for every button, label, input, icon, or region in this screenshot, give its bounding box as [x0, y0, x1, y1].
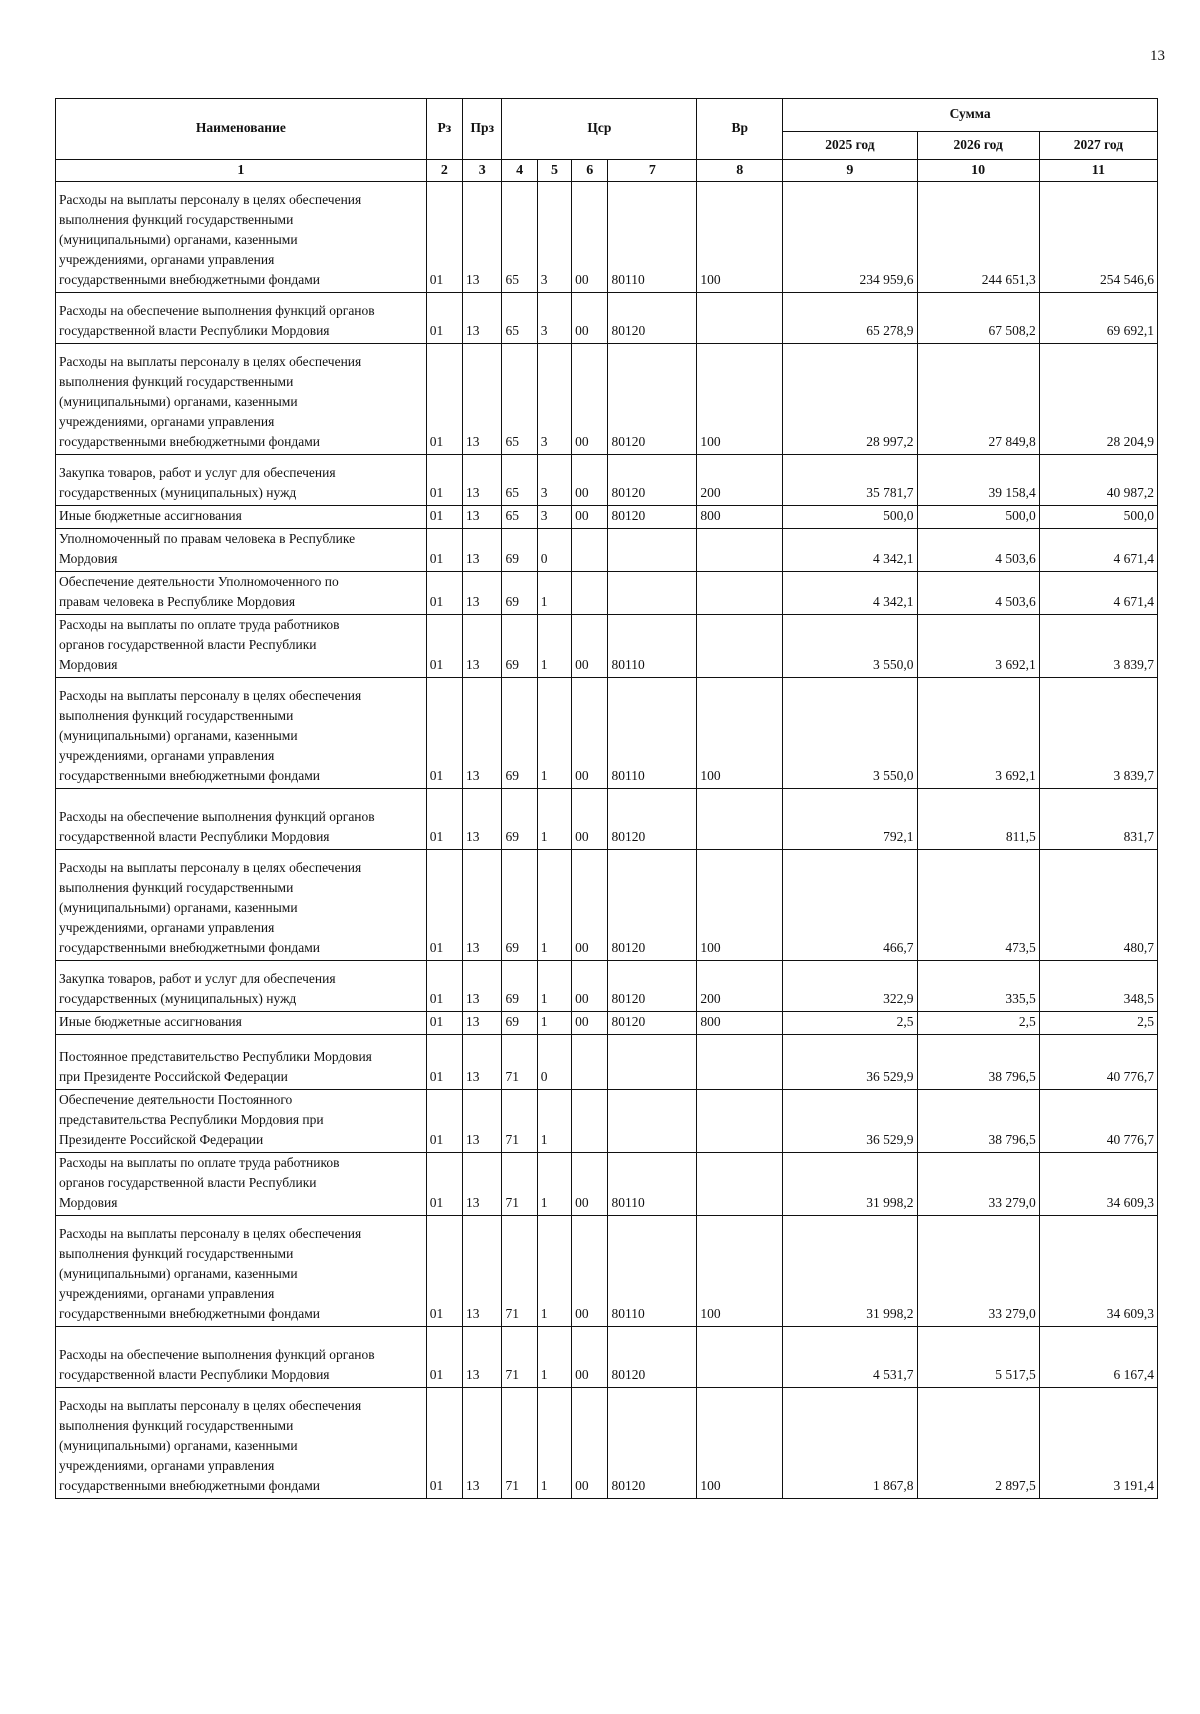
- row-vr: [697, 1035, 783, 1090]
- table-row: [56, 293, 1158, 344]
- row-csr-5: 1: [537, 961, 571, 1012]
- column-number: 10: [917, 160, 1039, 182]
- row-amount-2026: 244 651,3: [917, 182, 1039, 293]
- row-vr: 800: [697, 1012, 783, 1035]
- table-row: [56, 789, 1158, 850]
- row-csr-5: 0: [537, 529, 571, 572]
- row-csr-5: 1: [537, 850, 571, 961]
- row-csr-5: 1: [537, 615, 571, 678]
- row-csr-4: 71: [502, 1035, 537, 1090]
- row-rz: 01: [426, 1153, 462, 1216]
- row-csr-4: 65: [502, 344, 537, 455]
- row-csr-5: 0: [537, 1035, 571, 1090]
- row-amount-2027: 69 692,1: [1039, 293, 1157, 344]
- row-vr: 100: [697, 1388, 783, 1499]
- row-csr-5: 3: [537, 182, 571, 293]
- row-rz: 01: [426, 344, 462, 455]
- row-name: [56, 1012, 427, 1035]
- page-number: 13: [1150, 48, 1165, 64]
- row-name: [56, 678, 427, 789]
- row-amount-2026: 39 158,4: [917, 455, 1039, 506]
- row-amount-2027: 4 671,4: [1039, 572, 1157, 615]
- table-body: [56, 182, 1158, 1499]
- row-name: [56, 1090, 427, 1153]
- row-name: [56, 344, 427, 455]
- row-csr-5: 1: [537, 572, 571, 615]
- row-csr-6: 00: [572, 1153, 608, 1216]
- row-vr: 100: [697, 344, 783, 455]
- row-amount-2027: 348,5: [1039, 961, 1157, 1012]
- row-prz: 13: [463, 344, 502, 455]
- row-name-text: Постоянное представительство Республики Мордовия при Президенте Российской Федерации: [59, 1049, 372, 1084]
- row-amount-2027: 2,5: [1039, 1012, 1157, 1035]
- table-row: [56, 1216, 1158, 1327]
- row-csr-7: 80120: [608, 344, 697, 455]
- row-csr-7: 80110: [608, 182, 697, 293]
- row-amount-2026: 4 503,6: [917, 529, 1039, 572]
- row-csr-7: 80120: [608, 506, 697, 529]
- row-rz: 01: [426, 1388, 462, 1499]
- row-csr-5: 1: [537, 1090, 571, 1153]
- row-csr-7: 80120: [608, 1388, 697, 1499]
- row-amount-2027: 40 987,2: [1039, 455, 1157, 506]
- column-number: 11: [1039, 160, 1157, 182]
- row-csr-7: 80120: [608, 1327, 697, 1388]
- row-rz: 01: [426, 1012, 462, 1035]
- header-name: Наименование: [56, 99, 427, 160]
- row-name-text: Расходы на выплаты персоналу в целях обеспечения выполнения функций государственными (муниципальными) органами, казенными учреждениями, органами управления государственными внебюджетными фондами: [59, 1398, 362, 1493]
- row-csr-4: 69: [502, 572, 537, 615]
- row-name-text: Расходы на обеспечение выполнения функций органов государственной власти Республики Мордовия: [59, 1347, 375, 1382]
- row-prz: 13: [463, 455, 502, 506]
- row-amount-2026: 38 796,5: [917, 1035, 1039, 1090]
- table-row: [56, 529, 1158, 572]
- row-amount-2026: 473,5: [917, 850, 1039, 961]
- row-prz: 13: [463, 1153, 502, 1216]
- column-number: 4: [502, 160, 537, 182]
- row-rz: 01: [426, 1090, 462, 1153]
- row-csr-6: [572, 529, 608, 572]
- row-name: [56, 572, 427, 615]
- column-number: 9: [783, 160, 917, 182]
- row-vr: [697, 1327, 783, 1388]
- row-amount-2026: 2,5: [917, 1012, 1039, 1035]
- row-name: [56, 182, 427, 293]
- row-name: [56, 1153, 427, 1216]
- row-csr-6: 00: [572, 455, 608, 506]
- table-row: [56, 572, 1158, 615]
- table-row: [56, 1090, 1158, 1153]
- row-csr-4: 69: [502, 1012, 537, 1035]
- row-vr: 200: [697, 961, 783, 1012]
- row-amount-2025: 4 342,1: [783, 572, 917, 615]
- row-amount-2027: 34 609,3: [1039, 1216, 1157, 1327]
- row-amount-2026: 4 503,6: [917, 572, 1039, 615]
- row-amount-2027: 40 776,7: [1039, 1035, 1157, 1090]
- row-amount-2025: 2,5: [783, 1012, 917, 1035]
- row-csr-4: 69: [502, 961, 537, 1012]
- row-name-text: Расходы на выплаты персоналу в целях обеспечения выполнения функций государственными (муниципальными) органами, казенными учреждениями, органами управления государственными внебюджетными фондами: [59, 1226, 362, 1321]
- row-csr-4: 65: [502, 455, 537, 506]
- row-amount-2025: 3 550,0: [783, 678, 917, 789]
- row-rz: 01: [426, 850, 462, 961]
- table-header: [56, 99, 1158, 182]
- row-name: [56, 1327, 427, 1388]
- column-number: 6: [572, 160, 608, 182]
- row-vr: [697, 789, 783, 850]
- table-row: [56, 344, 1158, 455]
- row-csr-6: 00: [572, 615, 608, 678]
- row-csr-6: [572, 1035, 608, 1090]
- header-rz: Рз: [426, 99, 462, 160]
- header-vr: Вр: [697, 99, 783, 160]
- row-csr-6: [572, 572, 608, 615]
- row-csr-4: 69: [502, 615, 537, 678]
- row-csr-7: [608, 1035, 697, 1090]
- row-amount-2026: 33 279,0: [917, 1153, 1039, 1216]
- row-prz: 13: [463, 529, 502, 572]
- row-amount-2025: 31 998,2: [783, 1153, 917, 1216]
- row-vr: 200: [697, 455, 783, 506]
- row-rz: 01: [426, 1035, 462, 1090]
- row-amount-2025: 322,9: [783, 961, 917, 1012]
- row-csr-5: 3: [537, 344, 571, 455]
- row-csr-5: 1: [537, 1388, 571, 1499]
- table-row: [56, 678, 1158, 789]
- row-amount-2025: 500,0: [783, 506, 917, 529]
- row-prz: 13: [463, 1090, 502, 1153]
- row-csr-5: 3: [537, 455, 571, 506]
- row-rz: 01: [426, 961, 462, 1012]
- row-name: [56, 293, 427, 344]
- row-prz: 13: [463, 961, 502, 1012]
- header-year-2026: 2026 год: [917, 132, 1039, 160]
- row-csr-7: 80110: [608, 1153, 697, 1216]
- row-name: [56, 529, 427, 572]
- row-amount-2027: 831,7: [1039, 789, 1157, 850]
- row-prz: 13: [463, 1327, 502, 1388]
- row-csr-5: 1: [537, 678, 571, 789]
- row-csr-7: [608, 572, 697, 615]
- row-csr-6: 00: [572, 506, 608, 529]
- row-vr: [697, 293, 783, 344]
- row-vr: 100: [697, 678, 783, 789]
- row-rz: 01: [426, 182, 462, 293]
- row-name-text: Обеспечение деятельности Уполномоченного по правам человека в Республике Мордовия: [59, 574, 339, 609]
- table-row: [56, 850, 1158, 961]
- row-name: [56, 1388, 427, 1499]
- budget-table: [55, 98, 1158, 1499]
- row-amount-2026: 500,0: [917, 506, 1039, 529]
- row-amount-2026: 33 279,0: [917, 1216, 1039, 1327]
- row-amount-2025: 4 342,1: [783, 529, 917, 572]
- row-csr-5: 1: [537, 1012, 571, 1035]
- row-csr-6: 00: [572, 1216, 608, 1327]
- row-csr-6: [572, 1090, 608, 1153]
- row-prz: 13: [463, 1216, 502, 1327]
- table-row: [56, 961, 1158, 1012]
- row-csr-4: 71: [502, 1327, 537, 1388]
- row-amount-2027: 500,0: [1039, 506, 1157, 529]
- row-amount-2027: 254 546,6: [1039, 182, 1157, 293]
- row-csr-6: 00: [572, 1327, 608, 1388]
- header-year-2025: 2025 год: [783, 132, 917, 160]
- row-vr: [697, 529, 783, 572]
- row-rz: 01: [426, 678, 462, 789]
- row-csr-6: 00: [572, 293, 608, 344]
- row-name: [56, 1035, 427, 1090]
- row-rz: 01: [426, 293, 462, 344]
- row-amount-2027: 3 839,7: [1039, 615, 1157, 678]
- row-csr-6: 00: [572, 1012, 608, 1035]
- row-amount-2025: 234 959,6: [783, 182, 917, 293]
- row-prz: 13: [463, 1388, 502, 1499]
- row-amount-2026: 3 692,1: [917, 678, 1039, 789]
- row-csr-5: 1: [537, 1153, 571, 1216]
- row-name-text: Расходы на выплаты персоналу в целях обеспечения выполнения функций государственными (муниципальными) органами, казенными учреждениями, органами управления государственными внебюджетными фондами: [59, 860, 362, 955]
- row-csr-7: 80120: [608, 1012, 697, 1035]
- row-name-text: Расходы на выплаты по оплате труда работников органов государственной власти Республики Мордовия: [59, 1155, 340, 1210]
- row-csr-6: 00: [572, 850, 608, 961]
- row-amount-2027: 40 776,7: [1039, 1090, 1157, 1153]
- row-csr-6: 00: [572, 344, 608, 455]
- row-rz: 01: [426, 529, 462, 572]
- table-row: [56, 506, 1158, 529]
- row-prz: 13: [463, 850, 502, 961]
- row-csr-4: 65: [502, 506, 537, 529]
- row-rz: 01: [426, 789, 462, 850]
- row-name-text: Закупка товаров, работ и услуг для обеспечения государственных (муниципальных) нужд: [59, 971, 336, 1006]
- header-csr: Цср: [502, 99, 697, 160]
- row-amount-2027: 6 167,4: [1039, 1327, 1157, 1388]
- row-csr-5: 3: [537, 293, 571, 344]
- table-row: [56, 182, 1158, 293]
- row-name-text: Расходы на выплаты персоналу в целях обеспечения выполнения функций государственными (муниципальными) органами, казенными учреждениями, органами управления государственными внебюджетными фондами: [59, 688, 362, 783]
- row-csr-5: 1: [537, 789, 571, 850]
- column-number-row: [56, 160, 1158, 182]
- row-rz: 01: [426, 572, 462, 615]
- row-name-text: Расходы на выплаты по оплате труда работников органов государственной власти Республики Мордовия: [59, 617, 340, 672]
- row-name-text: Закупка товаров, работ и услуг для обеспечения государственных (муниципальных) нужд: [59, 465, 336, 500]
- row-amount-2026: 67 508,2: [917, 293, 1039, 344]
- row-csr-4: 69: [502, 678, 537, 789]
- row-prz: 13: [463, 678, 502, 789]
- table-row: [56, 455, 1158, 506]
- header-year-2027: 2027 год: [1039, 132, 1157, 160]
- row-name: [56, 506, 427, 529]
- row-amount-2026: 335,5: [917, 961, 1039, 1012]
- row-prz: 13: [463, 506, 502, 529]
- row-csr-7: 80110: [608, 615, 697, 678]
- row-csr-6: 00: [572, 1388, 608, 1499]
- row-prz: 13: [463, 182, 502, 293]
- row-amount-2025: 1 867,8: [783, 1388, 917, 1499]
- table-row: [56, 1035, 1158, 1090]
- row-vr: [697, 1153, 783, 1216]
- row-csr-4: 69: [502, 529, 537, 572]
- row-amount-2025: 466,7: [783, 850, 917, 961]
- row-csr-4: 69: [502, 850, 537, 961]
- row-amount-2025: 28 997,2: [783, 344, 917, 455]
- row-amount-2025: 36 529,9: [783, 1035, 917, 1090]
- row-csr-7: 80120: [608, 455, 697, 506]
- row-vr: 100: [697, 182, 783, 293]
- row-rz: 01: [426, 1327, 462, 1388]
- row-name: [56, 455, 427, 506]
- row-amount-2027: 34 609,3: [1039, 1153, 1157, 1216]
- row-csr-4: 71: [502, 1153, 537, 1216]
- row-vr: 800: [697, 506, 783, 529]
- row-amount-2025: 35 781,7: [783, 455, 917, 506]
- table-row: [56, 1012, 1158, 1035]
- row-amount-2025: 65 278,9: [783, 293, 917, 344]
- row-vr: 100: [697, 850, 783, 961]
- column-number: 3: [463, 160, 502, 182]
- row-name-text: Расходы на выплаты персоналу в целях обеспечения выполнения функций государственными (муниципальными) органами, казенными учреждениями, органами управления государственными внебюджетными фондами: [59, 354, 362, 449]
- row-amount-2027: 480,7: [1039, 850, 1157, 961]
- column-number: 7: [608, 160, 697, 182]
- row-name-text: Иные бюджетные ассигнования: [59, 1014, 242, 1029]
- row-prz: 13: [463, 293, 502, 344]
- row-name-text: Обеспечение деятельности Постоянного представительства Республики Мордовия при Президенте Российской Федерации: [59, 1092, 324, 1147]
- row-name: [56, 1216, 427, 1327]
- row-amount-2026: 811,5: [917, 789, 1039, 850]
- header-prz: Прз: [463, 99, 502, 160]
- row-name-text: Иные бюджетные ассигнования: [59, 508, 242, 523]
- row-amount-2027: 3 839,7: [1039, 678, 1157, 789]
- row-prz: 13: [463, 615, 502, 678]
- row-csr-5: 1: [537, 1327, 571, 1388]
- row-csr-7: 80110: [608, 678, 697, 789]
- row-vr: 100: [697, 1216, 783, 1327]
- table-row: [56, 1388, 1158, 1499]
- row-csr-4: 65: [502, 182, 537, 293]
- row-csr-7: [608, 529, 697, 572]
- row-name: [56, 615, 427, 678]
- row-csr-7: 80120: [608, 293, 697, 344]
- row-amount-2026: 27 849,8: [917, 344, 1039, 455]
- row-csr-7: 80110: [608, 1216, 697, 1327]
- row-prz: 13: [463, 1012, 502, 1035]
- row-csr-4: 65: [502, 293, 537, 344]
- table-row: [56, 1327, 1158, 1388]
- row-vr: [697, 572, 783, 615]
- row-amount-2027: 3 191,4: [1039, 1388, 1157, 1499]
- row-csr-4: 71: [502, 1388, 537, 1499]
- row-amount-2027: 4 671,4: [1039, 529, 1157, 572]
- row-amount-2026: 2 897,5: [917, 1388, 1039, 1499]
- row-csr-4: 71: [502, 1216, 537, 1327]
- row-csr-7: [608, 1090, 697, 1153]
- row-name: [56, 850, 427, 961]
- table-row: [56, 615, 1158, 678]
- row-amount-2027: 28 204,9: [1039, 344, 1157, 455]
- row-name-text: Расходы на обеспечение выполнения функций органов государственной власти Республики Мордовия: [59, 303, 375, 338]
- column-number: 2: [426, 160, 462, 182]
- row-csr-5: 3: [537, 506, 571, 529]
- row-prz: 13: [463, 789, 502, 850]
- row-name-text: Расходы на обеспечение выполнения функций органов государственной власти Республики Мордовия: [59, 809, 375, 844]
- row-rz: 01: [426, 506, 462, 529]
- row-name-text: Расходы на выплаты персоналу в целях обеспечения выполнения функций государственными (муниципальными) органами, казенными учреждениями, органами управления государственными внебюджетными фондами: [59, 192, 362, 287]
- row-name: [56, 789, 427, 850]
- row-name-text: Уполномоченный по правам человека в Республике Мордовия: [59, 531, 356, 566]
- column-number: 5: [537, 160, 571, 182]
- row-csr-7: 80120: [608, 850, 697, 961]
- row-vr: [697, 1090, 783, 1153]
- row-name: [56, 961, 427, 1012]
- row-prz: 13: [463, 1035, 502, 1090]
- row-csr-7: 80120: [608, 789, 697, 850]
- header-sum: Сумма: [783, 99, 1158, 132]
- row-csr-7: 80120: [608, 961, 697, 1012]
- row-rz: 01: [426, 455, 462, 506]
- row-amount-2025: 36 529,9: [783, 1090, 917, 1153]
- row-csr-6: 00: [572, 789, 608, 850]
- column-number: 8: [697, 160, 783, 182]
- row-csr-5: 1: [537, 1216, 571, 1327]
- row-prz: 13: [463, 572, 502, 615]
- row-amount-2025: 4 531,7: [783, 1327, 917, 1388]
- row-csr-4: 69: [502, 789, 537, 850]
- table-row: [56, 1153, 1158, 1216]
- row-amount-2026: 38 796,5: [917, 1090, 1039, 1153]
- row-amount-2025: 792,1: [783, 789, 917, 850]
- row-amount-2025: 31 998,2: [783, 1216, 917, 1327]
- row-rz: 01: [426, 1216, 462, 1327]
- row-vr: [697, 615, 783, 678]
- row-amount-2026: 5 517,5: [917, 1327, 1039, 1388]
- row-amount-2026: 3 692,1: [917, 615, 1039, 678]
- row-csr-6: 00: [572, 182, 608, 293]
- row-amount-2025: 3 550,0: [783, 615, 917, 678]
- column-number: 1: [56, 160, 427, 182]
- row-csr-6: 00: [572, 961, 608, 1012]
- row-csr-4: 71: [502, 1090, 537, 1153]
- row-rz: 01: [426, 615, 462, 678]
- row-csr-6: 00: [572, 678, 608, 789]
